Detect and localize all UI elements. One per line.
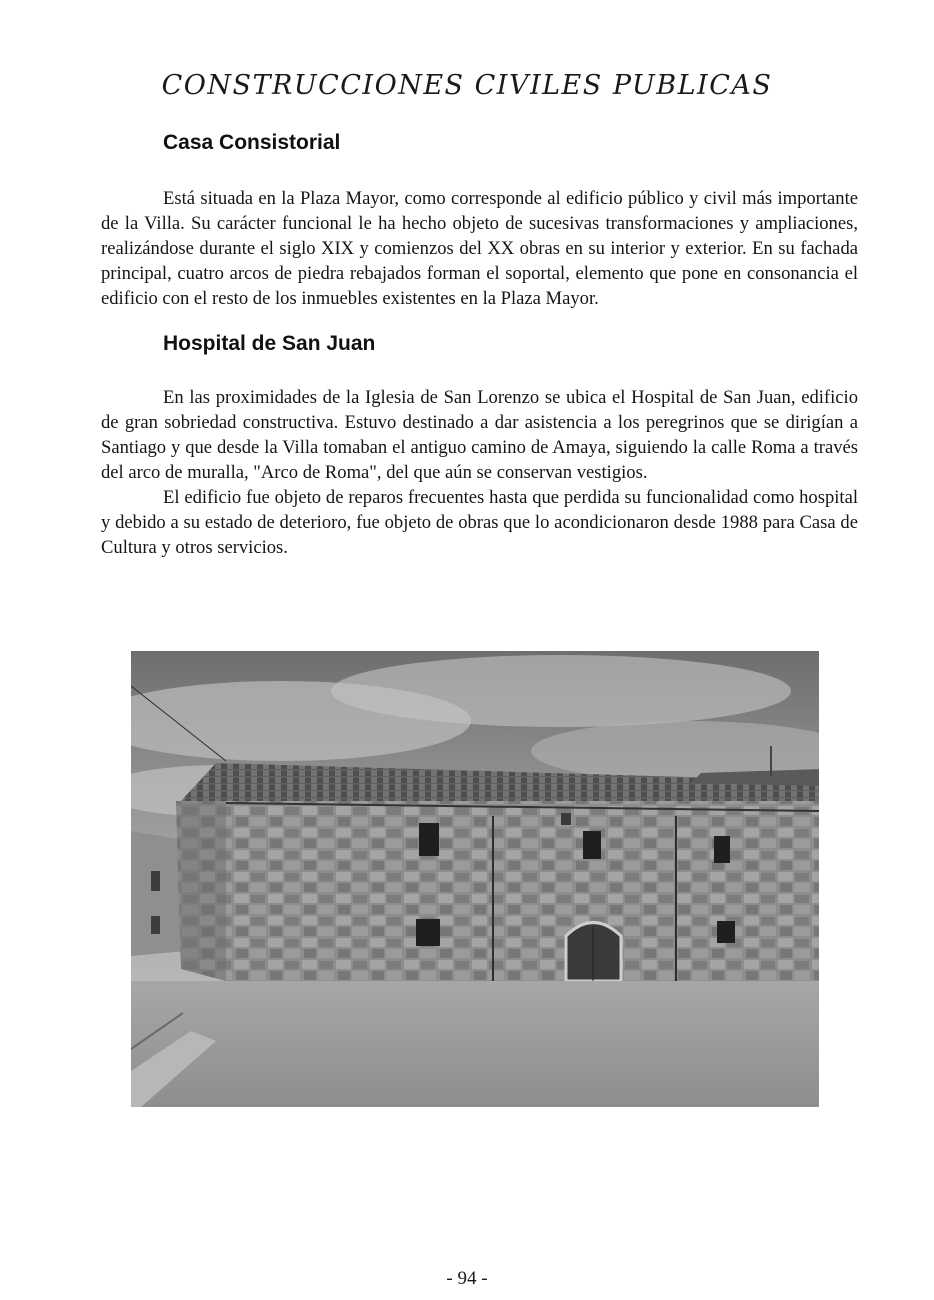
page-number: - 94 - (446, 1268, 488, 1289)
paragraph-casa-consistorial: Está situada en la Plaza Mayor, como corresponde al edificio público y civil más importante de la Villa. Su carácter funcional le ha hecho objeto de sucesivas transformaciones y ampliaciones, realizándose durante el siglo XIX y comienzos del XX obras en su interior y exterior. En su fachada principal, cuatro arcos de piedra rebajados forman el soportal, elemento que pone en consonancia el edificio con el resto de los inmuebles existentes en la Plaza Mayor. (101, 188, 858, 309)
section-heading-hospital-san-juan: Hospital de San Juan (163, 332, 376, 355)
paragraph-hospital-history: En las proximidades de la Iglesia de San Lorenzo se ubica el Hospital de San Juan, edificio de gran sobriedad constructiva. Estuvo destinado a dar asistencia a los peregrinos que se dirigían a Santiago y que desde la Villa tomaban el antiguo camino de Amaya, siguiendo la calle Roma a través del arco de muralla, "Arco de Roma", del que aún se conservan vestigios. (101, 387, 858, 483)
page-title: CONSTRUCCIONES CIVILES PUBLICAS (161, 70, 773, 101)
hospital-photograph (131, 651, 819, 1107)
section-heading-casa-consistorial: Casa Consistorial (163, 131, 341, 154)
paragraph-hospital-restoration: El edificio fue objeto de reparos frecuentes hasta que perdida su funcionalidad como hospital y debido a su estado de deterioro, fue objeto de obras que lo acondicionaron desde 1988 para Casa de Cultura y otros servicios. (101, 487, 858, 558)
